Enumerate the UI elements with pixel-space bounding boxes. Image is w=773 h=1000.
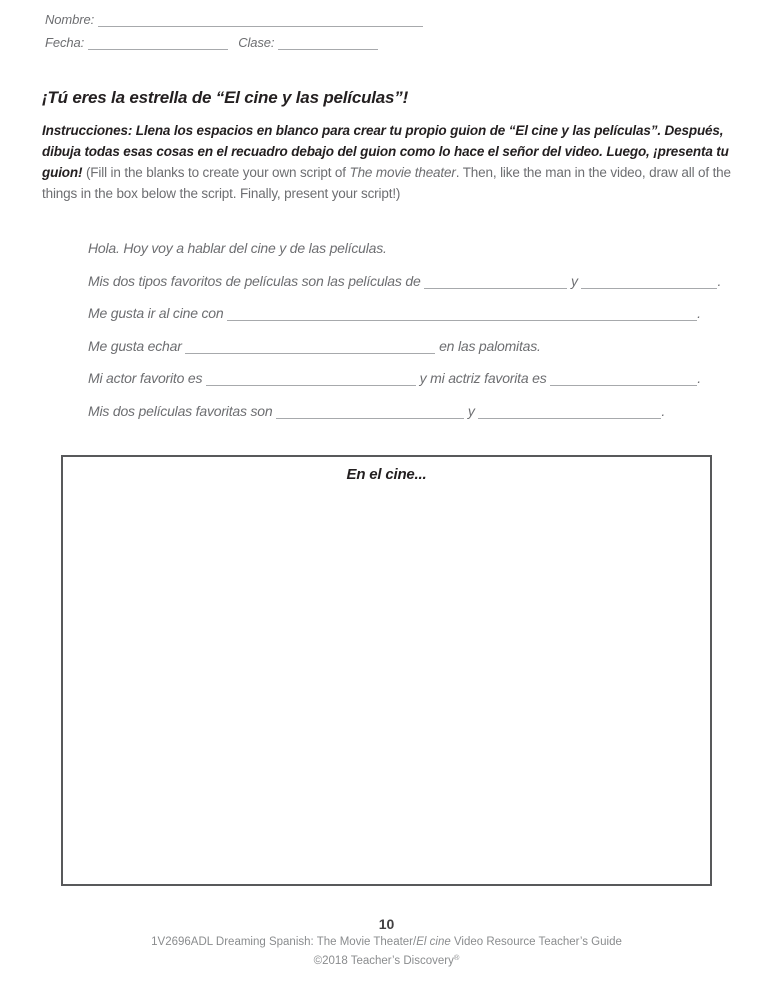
instructions-paragraph <box>42 120 754 204</box>
drawing-box <box>61 455 712 886</box>
credit-line <box>0 934 773 950</box>
instructions-movie-title: The movie theater <box>349 165 456 180</box>
text-run: . <box>697 370 701 386</box>
script-line <box>88 330 721 363</box>
fill-in-blank <box>206 372 416 386</box>
text-run: Hola. Hoy voy a hablar del cine y de las películas. <box>88 240 387 256</box>
instructions-english-post: . Then, like the man in the video, draw all of the things in the box below the script. Finally, present your script!) <box>42 165 731 201</box>
script-line <box>88 265 721 298</box>
worksheet-title: ¡Tú eres la estrella de “El cine y las películas”! <box>42 88 409 107</box>
page-footer <box>0 914 773 969</box>
script-line <box>88 232 721 265</box>
fill-in-blank <box>98 14 423 27</box>
copyright-line <box>0 950 773 969</box>
text-run: . <box>697 305 701 321</box>
name-date-header <box>45 11 423 57</box>
fill-in-blank <box>227 307 697 321</box>
credit-text-post: Video Resource Teacher’s Guide <box>450 936 622 948</box>
text-run: Mis dos películas favoritas son <box>88 402 277 419</box>
fill-in-blank <box>424 275 567 289</box>
text-run: Clase: <box>227 35 278 50</box>
text-run: Me gusta echar <box>88 337 186 354</box>
credit-text-pre: 1V2696ADL Dreaming Spanish: The Movie Theater/ <box>151 936 417 948</box>
text-run: y <box>567 272 582 289</box>
fill-in-blank <box>88 37 228 50</box>
name-date-row <box>45 34 423 51</box>
text-run: en las palomitas. <box>435 337 541 354</box>
text-run: Fecha: <box>45 35 88 50</box>
drawing-box-label: En el cine... <box>346 466 427 483</box>
text-run: Mis dos tipos favoritos de películas son las películas de <box>88 272 425 289</box>
fill-in-blank <box>581 275 717 289</box>
fill-in-blank <box>478 405 661 419</box>
text-run: . <box>717 272 722 289</box>
text-run: . <box>661 402 666 419</box>
text-run: Mi actor favorito es <box>88 370 206 386</box>
script-line <box>88 297 721 330</box>
text-run: Nombre: <box>45 12 98 27</box>
fill-in-blank <box>276 405 464 419</box>
script-line <box>88 362 721 395</box>
fill-in-blank <box>278 37 378 50</box>
page-number: 10 <box>378 916 395 932</box>
registered-mark: ® <box>453 953 460 962</box>
text-run: y mi actriz favorita es <box>415 370 551 386</box>
script-lines <box>88 232 721 427</box>
instructions-english-pre: (Fill in the blanks to create your own script of <box>82 165 350 180</box>
copyright-text: ©2018 Teacher’s Discovery <box>313 955 454 967</box>
fill-in-blank <box>550 372 697 386</box>
instructions-spanish: Instrucciones: Llena los espacios en blanco para crear tu propio guion de “El cine y las películas”. Después, dibuja todas esas cosas en el recuadro debajo del guion como lo hace el señor del video. Luego, ¡presenta tu guion! <box>42 123 729 180</box>
text-run: y <box>464 402 479 419</box>
fill-in-blank <box>185 340 435 354</box>
text-run: Me gusta ir al cine con <box>88 305 228 321</box>
name-date-row <box>45 11 423 28</box>
credit-series-title: El cine <box>416 936 451 948</box>
script-line <box>88 395 721 428</box>
